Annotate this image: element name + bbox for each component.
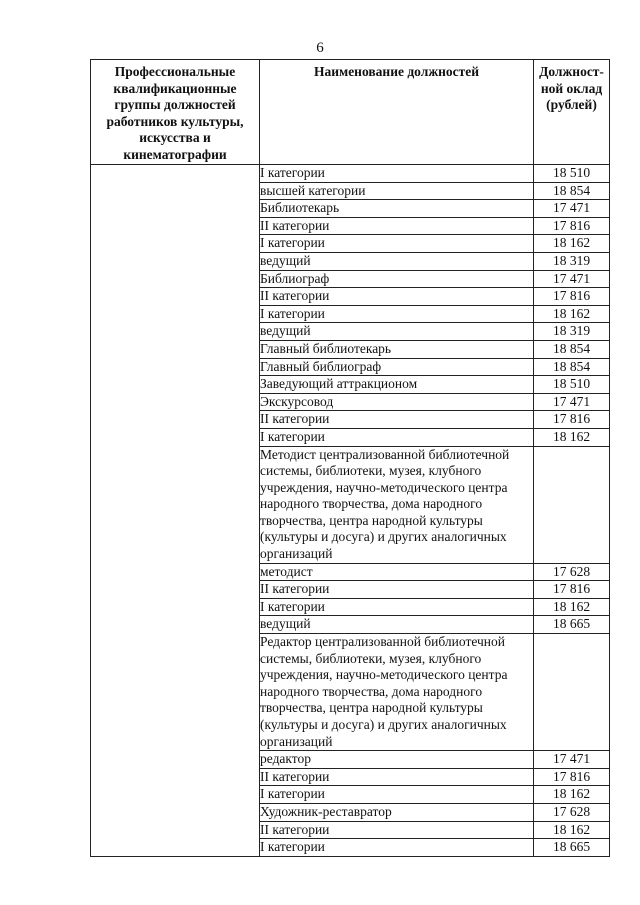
header-position-name: Наименование должностей: [260, 60, 534, 165]
header-professional-groups: Профессиональные квалификационные группы должностей работников культуры, искусства и кинематографии: [91, 60, 260, 165]
salary-value: 17 628: [534, 563, 610, 581]
position-name: II категории: [260, 581, 534, 599]
salary-value: 18 162: [534, 598, 610, 616]
salary-value: 18 854: [534, 340, 610, 358]
position-name: Главный библиотекарь: [260, 340, 534, 358]
salary-value: 18 162: [534, 305, 610, 323]
position-name: I категории: [260, 305, 534, 323]
salary-value: 17 471: [534, 751, 610, 769]
position-name: I категории: [260, 839, 534, 857]
salary-value: 18 162: [534, 786, 610, 804]
salary-value: 17 471: [534, 200, 610, 218]
header-salary: Должност-ной оклад (рублей): [534, 60, 610, 165]
position-name: Художник-реставратор: [260, 803, 534, 821]
position-name: I категории: [260, 428, 534, 446]
salary-value: 18 162: [534, 428, 610, 446]
position-name: ведущий: [260, 323, 534, 341]
position-name: ведущий: [260, 252, 534, 270]
position-name: высшей категории: [260, 182, 534, 200]
group-cell: [91, 165, 260, 857]
salary-value: 18 319: [534, 323, 610, 341]
position-name: II категории: [260, 768, 534, 786]
position-name: I категории: [260, 165, 534, 183]
salary-value: 17 628: [534, 803, 610, 821]
position-name: II категории: [260, 821, 534, 839]
salary-value: 17 471: [534, 270, 610, 288]
salary-value: 17 816: [534, 288, 610, 306]
salary-value: 18 162: [534, 235, 610, 253]
salary-table: [90, 59, 610, 857]
table-header: [91, 60, 610, 165]
salary-value: 17 471: [534, 393, 610, 411]
position-name: II категории: [260, 288, 534, 306]
position-name: Библиотекарь: [260, 200, 534, 218]
salary-value: 18 665: [534, 839, 610, 857]
position-name: Экскурсовод: [260, 393, 534, 411]
position-name: Библиограф: [260, 270, 534, 288]
position-name: редактор: [260, 751, 534, 769]
table-row: [91, 165, 610, 183]
position-name: Заведующий аттракционом: [260, 376, 534, 394]
position-name: I категории: [260, 235, 534, 253]
salary-value: [534, 446, 610, 563]
position-group-description: Методист централизованной библиотечной системы, библиотеки, музея, клубного учреждения, научно-методического центра народного творчества, дома народного творчества, центра народной культуры (культуры и досуга) и других аналогичных организаций: [260, 446, 534, 563]
salary-value: 17 816: [534, 411, 610, 429]
salary-value: 18 162: [534, 821, 610, 839]
salary-value: 18 319: [534, 252, 610, 270]
salary-value: 17 816: [534, 581, 610, 599]
salary-value: 18 510: [534, 376, 610, 394]
position-name: II категории: [260, 411, 534, 429]
salary-value: 18 854: [534, 182, 610, 200]
position-name: I категории: [260, 786, 534, 804]
position-name: I категории: [260, 598, 534, 616]
position-name: ведущий: [260, 616, 534, 634]
position-group-description: Редактор централизованной библиотечной системы, библиотеки, музея, клубного учреждения, научно-методического центра народного творчества, дома народного творчества, центра народной культуры (культуры и досуга) и других аналогичных организаций: [260, 634, 534, 751]
position-name: II категории: [260, 217, 534, 235]
salary-value: 18 854: [534, 358, 610, 376]
position-name: методист: [260, 563, 534, 581]
salary-value: 17 816: [534, 217, 610, 235]
salary-value: [534, 634, 610, 751]
salary-value: 18 665: [534, 616, 610, 634]
position-name: Главный библиограф: [260, 358, 534, 376]
salary-value: 17 816: [534, 768, 610, 786]
salary-value: 18 510: [534, 165, 610, 183]
page-number: 6: [316, 40, 324, 56]
